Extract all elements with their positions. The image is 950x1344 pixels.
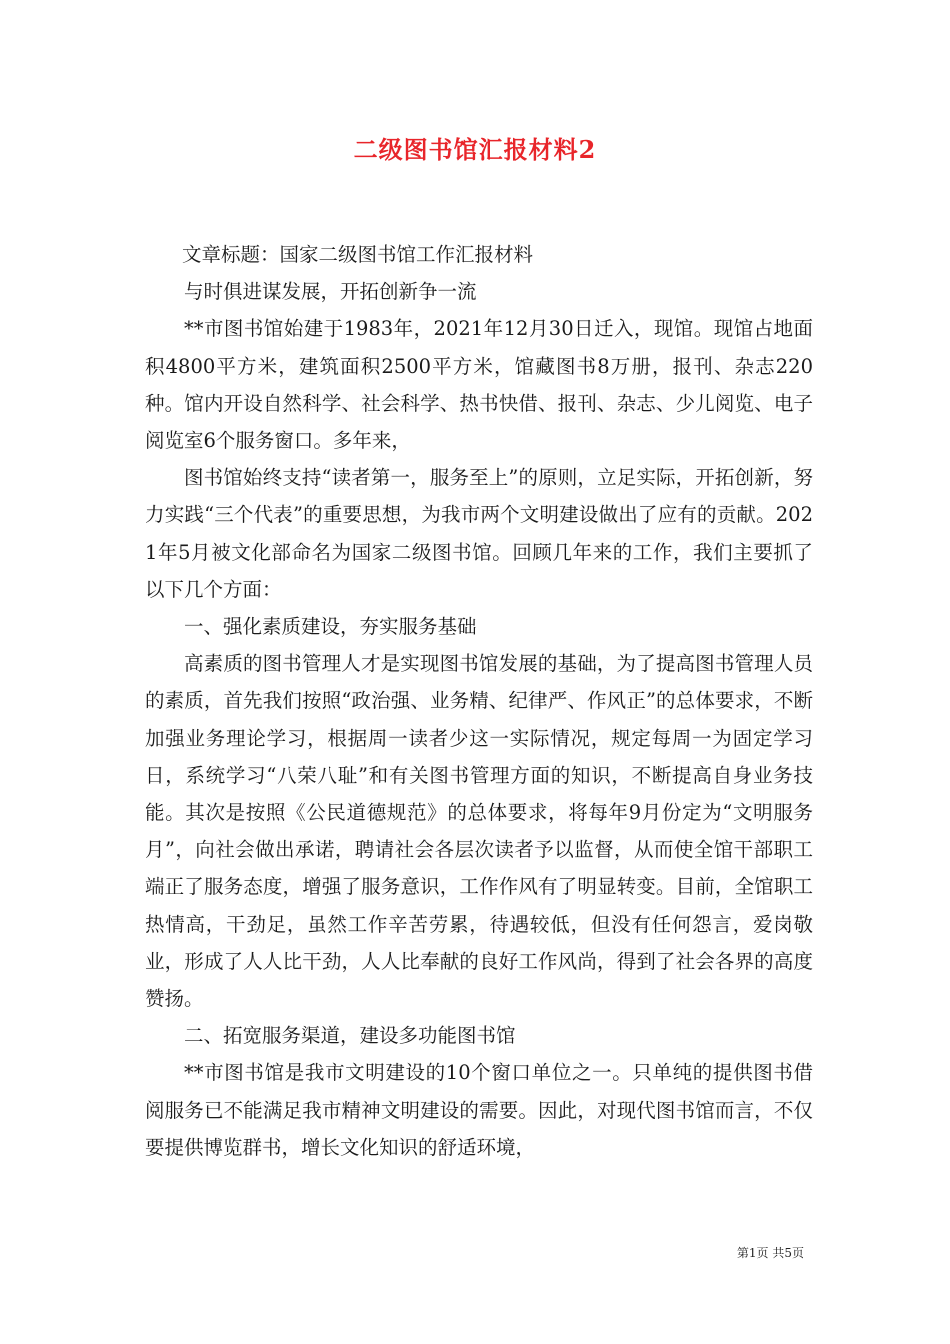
paragraph: **市图书馆始建于1983年，2021年12月30日迁入，现馆。现馆占地面积4800平方米，建筑面积2500平方米，馆藏图书8万册，报刊、杂志220种。馆内开设自然科学、社会科学、热书快借、报刊、杂志、少儿阅览、电子阅览室6个服务窗口。多年来， (145, 317, 813, 453)
paragraph: 高素质的图书管理人才是实现图书馆发展的基础，为了提高图书管理人员的素质，首先我们按照“政治强、业务精、纪律严、作风正”的总体要求，不断加强业务理论学习，根据周一读者少这一实际情况，规定每周一为固定学习日，系统学习“八荣八耻”和有关图书管理方面的知识，不断提高自身业务技能。其次是按照《公民道德规范》的总体要求，将每年9月份定为“文明服务月”，向社会做出承诺，聘请社会各层次读者予以监督，从而使全馆干部职工端正了服务态度，增强了服务意识，工作作风有了明显转变。目前，全馆职工热情高，干劲足，虽然工作辛苦劳累，待遇较低，但没有任何怨言，爱岗敬业，形成了人人比干劲，人人比奉献的良好工作风尚，得到了社会各界的高度赞扬。 (145, 652, 813, 1011)
section-heading: 二、拓宽服务渠道，建设多功能图书馆 (184, 1024, 516, 1048)
paragraph: 图书馆始终支持“读者第一，服务至上”的原则，立足实际，开拓创新，努力实践“三个代表”的重要思想，为我市两个文明建设做出了应有的贡献。2021年5月被文化部命名为国家二级图书馆。回顾几年来的工作，我们主要抓了以下几个方面： (145, 466, 813, 601)
page-number-footer: 第1页 共5页 (736, 1246, 804, 1260)
paragraph: 与时俱进谋发展，开拓创新争一流 (184, 280, 477, 304)
article-title-line: 文章标题：国家二级图书馆工作汇报材料 (182, 243, 534, 266)
document-body (145, 236, 813, 1166)
paragraph: **市图书馆是我市文明建设的10个窗口单位之一。只单纯的提供图书借阅服务已不能满足我市精神文明建设的需要。因此，对现代图书馆而言，不仅要提供博览群书，增长文化知识的舒适环境， (145, 1061, 813, 1159)
page-title: 二级图书馆汇报材料2 (353, 135, 597, 164)
section-heading: 一、强化素质建设，夯实服务基础 (184, 615, 477, 639)
